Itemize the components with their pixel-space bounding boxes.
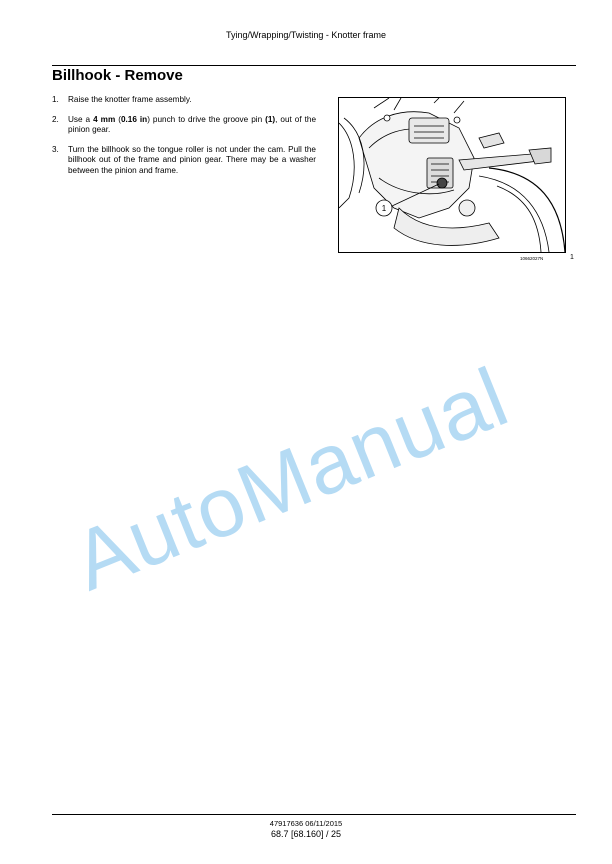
step-number: 3.	[52, 144, 59, 154]
footer-page-number: 68.7 [68.160] / 25	[270, 829, 342, 839]
punch-size-mm: 4 mm	[93, 114, 116, 124]
callout-ref: (1)	[265, 114, 276, 124]
figure-number: 1	[570, 254, 574, 261]
punch-size-in: 0.16 in	[120, 114, 148, 124]
watermark: AutoManual	[60, 349, 521, 609]
step-number: 1.	[52, 95, 59, 104]
footer-document-number: 47917636 06/11/2015	[269, 819, 343, 828]
step-text-part: , out of the pinion gear.	[68, 114, 316, 134]
step-number: 2.	[52, 114, 59, 124]
step-text	[68, 115, 316, 136]
step-1	[52, 95, 316, 106]
step-text-part: ) punch to drive the groove pin	[147, 114, 266, 124]
page-header: Tying/Wrapping/Twisting - Knotter frame	[226, 30, 386, 40]
step-text-part: Use a	[68, 114, 94, 124]
footer-rule	[52, 814, 576, 815]
knotter-figure	[338, 97, 566, 253]
step-text: Turn the billhook so the tongue roller is not under the cam. Pull the billhook out of the frame and pinion gear. There may be a washer between the pinion and frame.	[68, 144, 316, 175]
step-2	[52, 115, 316, 136]
step-text: Raise the knotter frame assembly.	[68, 95, 192, 104]
section-title: Billhook - Remove	[52, 67, 183, 84]
step-3	[52, 145, 316, 177]
knotter-illustration	[339, 98, 565, 252]
callout-label: 1	[381, 204, 387, 213]
title-rule	[52, 65, 576, 66]
step-text-part: (	[115, 114, 121, 124]
procedure-steps	[52, 95, 316, 185]
figure-id: 10662027N	[520, 256, 544, 261]
